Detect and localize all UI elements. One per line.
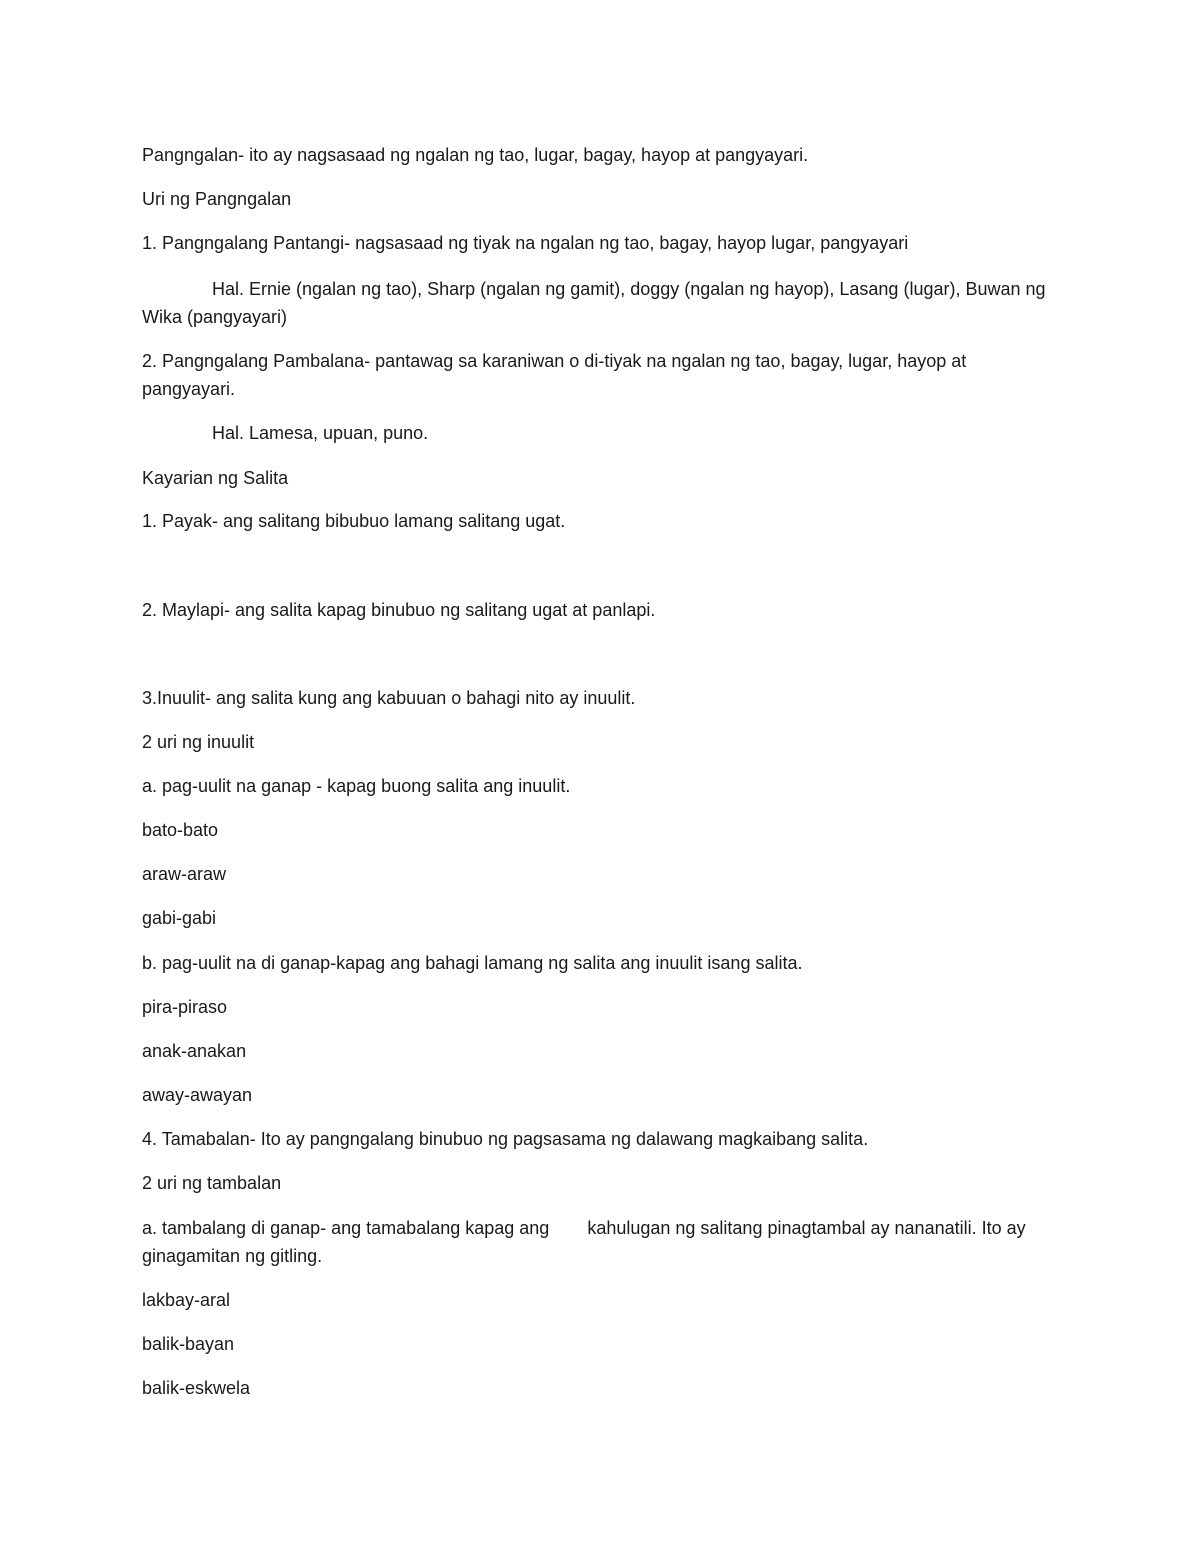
- item-tambalan: 4. Tamabalan- Ito ay pangngalang binubuo ng pagsasama ng dalawang magkaibang salita.: [142, 1129, 869, 1149]
- example-word: anak-anakan: [142, 1041, 247, 1061]
- inuulit-types-heading: 2 uri ng inuulit: [142, 732, 255, 752]
- pangngalan-definition: Pangngalan- ito ay nagsasaad ng ngalan ng tao, lugar, bagay, hayop at pangyayari.: [142, 145, 809, 165]
- pantangi-example: Hal. Ernie (ngalan ng tao), Sharp (ngalan ng gamit), doggy (ngalan ng hayop), Lasang (lugar), Buwan ng Wika (pangyayari): [142, 279, 1046, 327]
- example-word: balik-eskwela: [142, 1378, 251, 1398]
- tambalan-types-heading: 2 uri ng tambalan: [142, 1173, 282, 1193]
- example-word: lakbay-aral: [142, 1290, 231, 1310]
- item-di-ganap: b. pag-uulit na di ganap-kapag ang bahagi lamang ng salita ang inuulit isang salita.: [142, 953, 803, 973]
- tambalang-text-part1: a. tambalang di ganap- ang tamabalang kapag ang: [142, 1218, 550, 1238]
- example-word: balik-bayan: [142, 1334, 235, 1354]
- example-word: gabi-gabi: [142, 908, 217, 928]
- example-word: away-awayan: [142, 1085, 253, 1105]
- example-word: pira-piraso: [142, 997, 228, 1017]
- heading-kayarian-ng-salita: Kayarian ng Salita: [142, 468, 289, 488]
- example-word: bato-bato: [142, 820, 219, 840]
- pambalana-example: Hal. Lamesa, upuan, puno.: [212, 423, 429, 443]
- heading-uri-ng-pangngalan: Uri ng Pangngalan: [142, 189, 292, 209]
- tambalang-text-part2: kahulugan ng salitang pinagtambal ay nananatili. Ito ay ginagamitan ng gitling.: [142, 1218, 1026, 1266]
- item-inuulit: 3.Inuulit- ang salita kung ang kabuuan o bahagi nito ay inuulit.: [142, 688, 636, 708]
- item-pambalana: 2. Pangngalang Pambalana- pantawag sa karaniwan o di-tiyak na ngalan ng tao, bagay, lugar, hayop at pangyayari.: [142, 351, 967, 399]
- item-pantangi: 1. Pangngalang Pantangi- nagsasaad ng tiyak na ngalan ng tao, bagay, hayop lugar, pangyayari: [142, 233, 909, 253]
- example-word: araw-araw: [142, 864, 227, 884]
- item-tambalang-di-ganap: [142, 1214, 1062, 1270]
- item-payak: 1. Payak- ang salitang bibubuo lamang salitang ugat.: [142, 511, 566, 531]
- item-maylapi: 2. Maylapi- ang salita kapag binubuo ng salitang ugat at panlapi.: [142, 600, 656, 620]
- item-ganap: a. pag-uulit na ganap - kapag buong salita ang inuulit.: [142, 776, 571, 796]
